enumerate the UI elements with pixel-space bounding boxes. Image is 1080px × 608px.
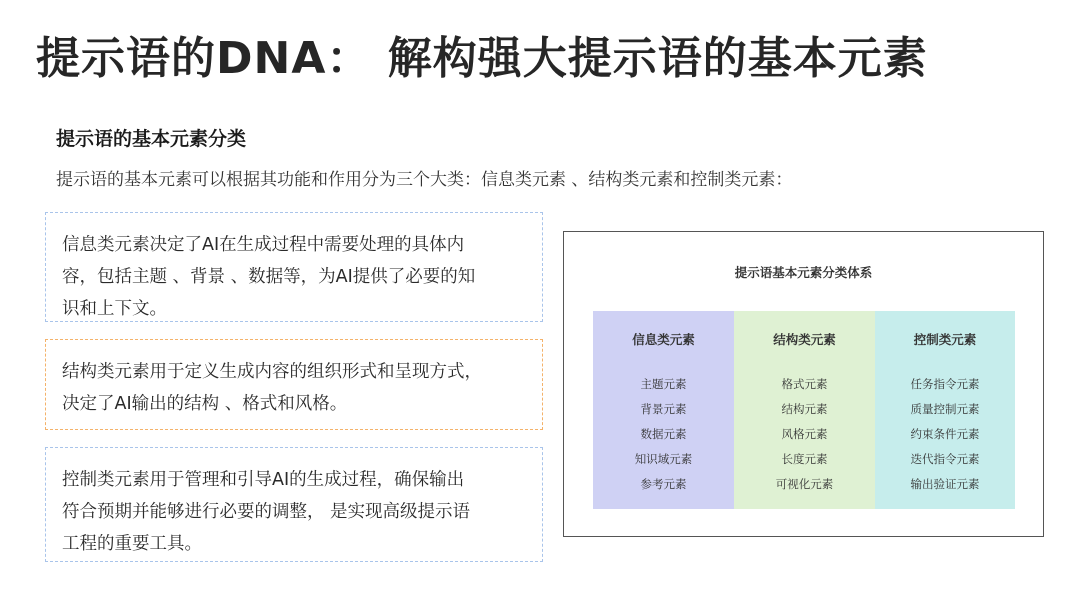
list-item: 背景元素 <box>640 402 687 416</box>
intro-text: 提示语的基本元素可以根据其功能和作用分为三个大类：信息类元素 、结构类元素和控制类元素： <box>56 170 793 190</box>
classification-diagram <box>563 231 1044 537</box>
list-item: 数据元素 <box>640 427 687 441</box>
list-item: 输出验证元素 <box>910 477 980 491</box>
list-item: 知识域元素 <box>634 452 693 466</box>
list-item: 风格元素 <box>781 427 828 441</box>
card-line: 信息类元素决定了AI在生成过程中需要处理的具体内 <box>62 235 465 255</box>
list-item: 格式元素 <box>781 377 828 391</box>
list-item: 任务指令元素 <box>910 377 980 391</box>
card-line: 工程的重要工具。 <box>62 534 202 554</box>
card-line: 控制类元素用于管理和引导AI的生成过程，确保输出 <box>62 470 465 490</box>
column-header: 信息类元素 <box>632 332 695 347</box>
control-elements-card <box>45 447 543 562</box>
list-item: 质量控制元素 <box>910 402 980 416</box>
diagram-title: 提示语基本元素分类体系 <box>734 265 873 280</box>
list-item: 长度元素 <box>781 452 828 466</box>
list-item: 结构元素 <box>781 402 828 416</box>
card-line: 识和上下文。 <box>62 299 167 319</box>
card-line: 容，包括主题 、背景 、数据等，为AI提供了必要的知 <box>62 267 476 287</box>
card-line: 结构类元素用于定义生成内容的组织形式和呈现方式， <box>62 362 482 382</box>
list-item: 迭代指令元素 <box>910 452 980 466</box>
list-item: 参考元素 <box>640 477 687 491</box>
column-header: 结构类元素 <box>773 332 836 347</box>
column-item-list <box>593 372 734 497</box>
column-item-list <box>734 372 875 497</box>
list-item: 约束条件元素 <box>910 427 980 441</box>
column-header: 控制类元素 <box>913 332 977 347</box>
diagram-column-structure <box>734 311 875 509</box>
column-item-list <box>875 372 1015 497</box>
diagram-column-control <box>875 311 1015 509</box>
card-line: 决定了AI输出的结构 、格式和风格。 <box>62 394 348 414</box>
list-item: 主题元素 <box>640 377 687 391</box>
page-title: 提示语的DNA： 解构强大提示语的基本元素 <box>36 33 928 84</box>
diagram-column-info <box>593 311 734 509</box>
info-elements-card <box>45 212 543 322</box>
card-line: 符合预期并能够进行必要的调整， 是实现高级提示语 <box>62 502 471 522</box>
list-item: 可视化元素 <box>775 477 834 491</box>
structure-elements-card <box>45 339 543 430</box>
section-heading: 提示语的基本元素分类 <box>56 128 247 150</box>
